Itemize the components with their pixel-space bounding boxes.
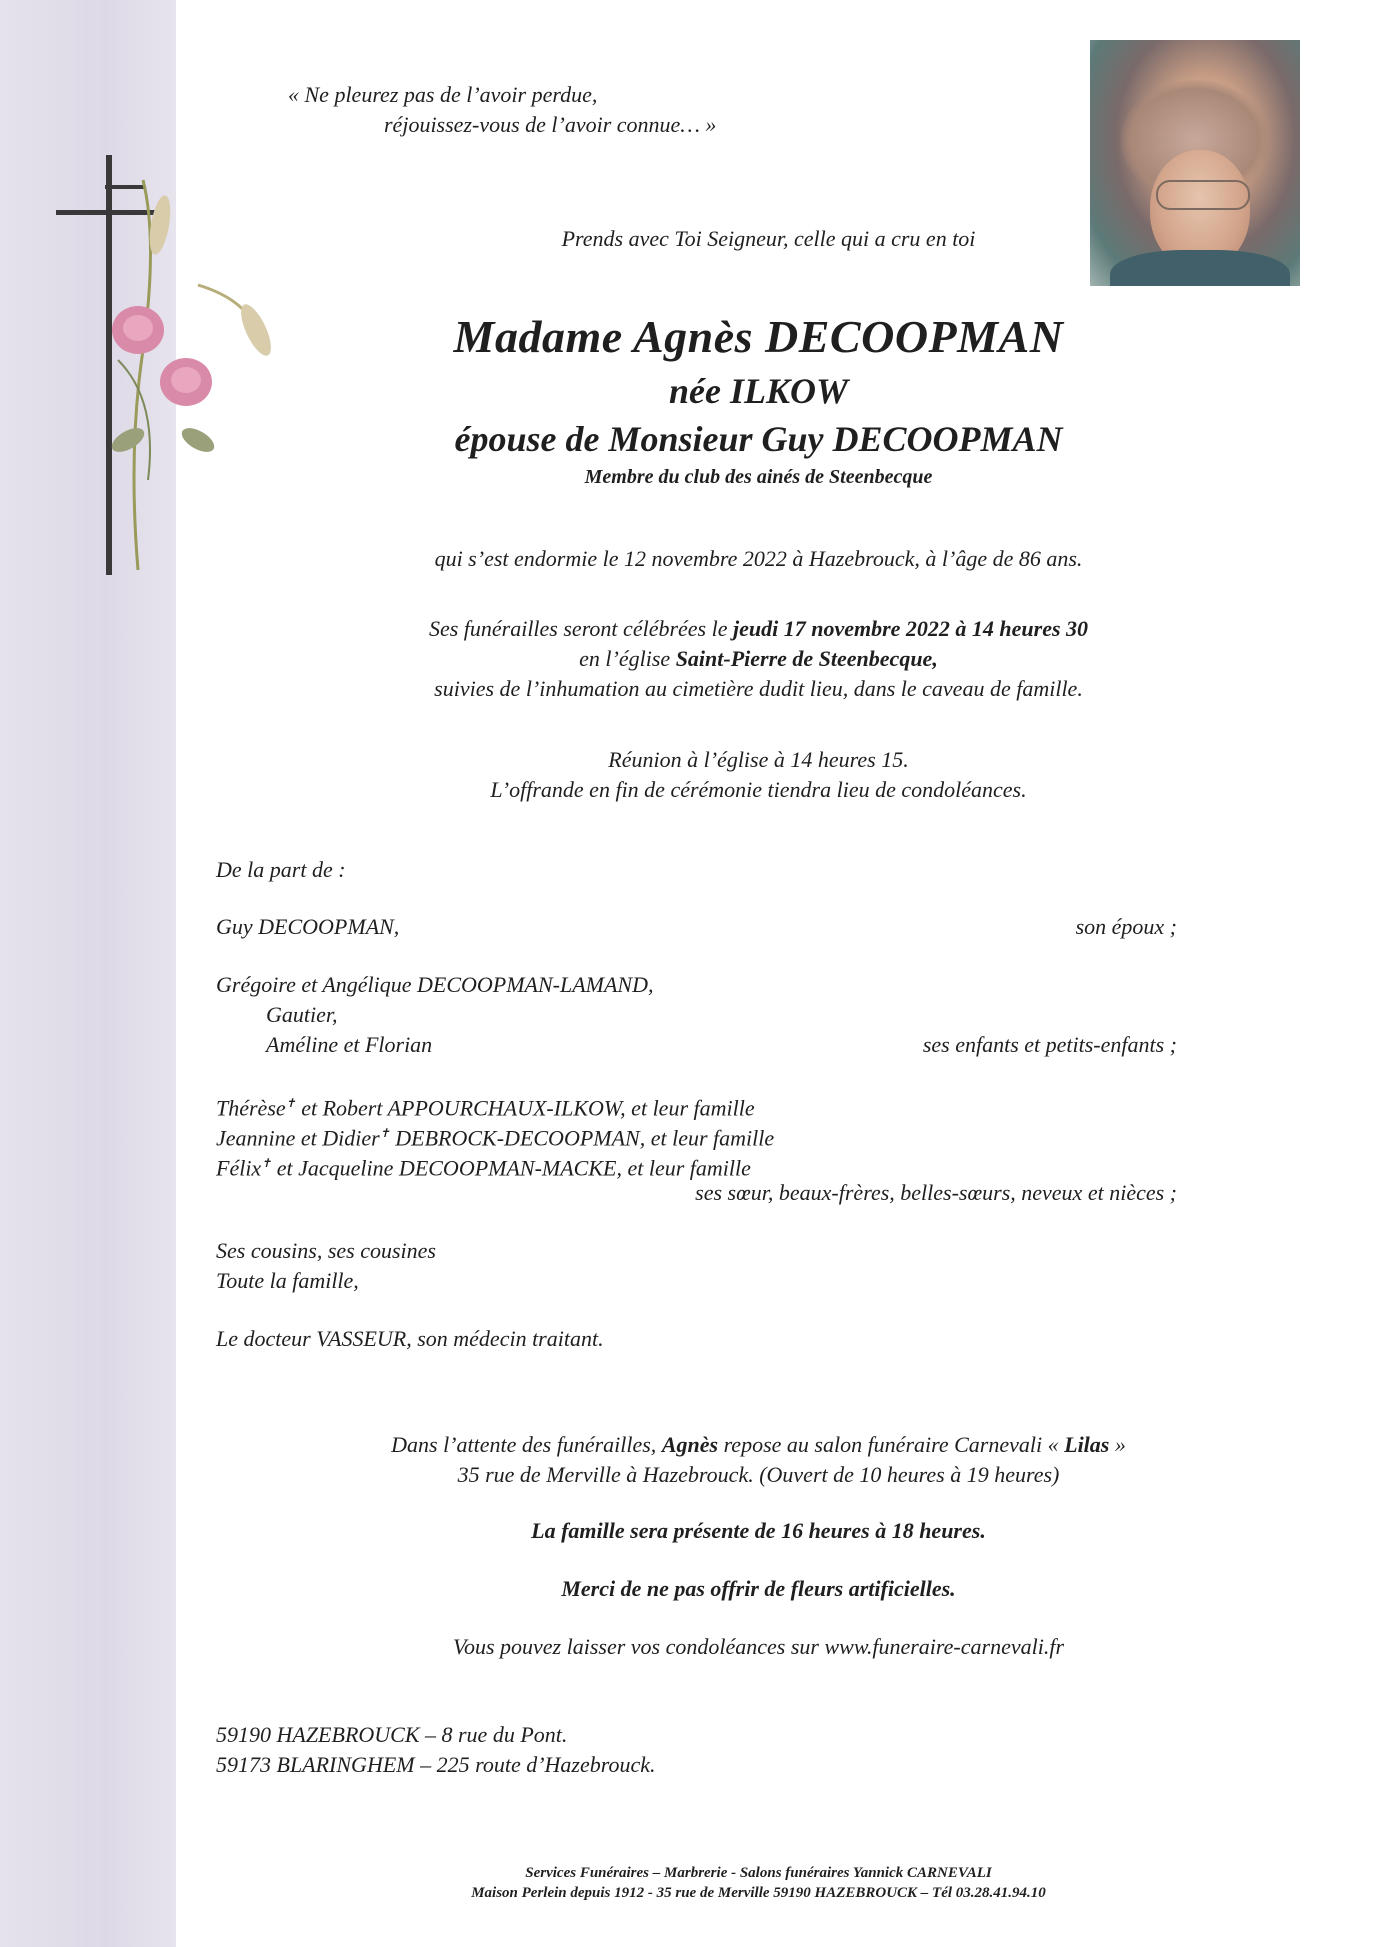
salon-line-1: Dans l’attente des funérailles, Agnès repose au salon funéraire Carnevali « Lilas » <box>391 1432 1126 1457</box>
sibling-line-3: Félix✝ et Jacqueline DECOOPMAN-MACKE, et leur famille <box>216 1155 751 1181</box>
epigraph-line-2: réjouissez-vous de l’avoir connue… » <box>384 112 717 137</box>
club-membership: Membre du club des ainés de Steenbecque <box>584 466 933 488</box>
children-line-1: Grégoire et Angélique DECOOPMAN-LAMAND, <box>216 972 654 997</box>
children-line-2: Gautier, <box>266 1002 338 1027</box>
funeral-church-line: en l’église Saint-Pierre de Steenbecque, <box>579 646 938 671</box>
footer-line-1: Services Funéraires – Marbrerie - Salons funéraires Yannick CARNEVALI <box>525 1865 992 1881</box>
burial-line: suivies de l’inhumation au cimetière dudit lieu, dans le caveau de famille. <box>434 676 1083 701</box>
spouse-name: Guy DECOOPMAN, <box>216 914 400 939</box>
reunion-line-1: Réunion à l’église à 14 heures 15. <box>608 747 909 772</box>
doctor-line: Le docteur VASSEUR, son médecin traitant. <box>216 1326 604 1351</box>
footer-line-2: Maison Perlein depuis 1912 - 35 rue de Merville 59190 HAZEBROUCK – Tél 03.28.41.94.10 <box>471 1885 1046 1901</box>
sibling-relation: ses sœur, beaux-frères, belles-sœurs, neveux et nièces ; <box>695 1180 1177 1205</box>
death-notice: qui s’est endormie le 12 novembre 2022 à Hazebrouck, à l’âge de 86 ans. <box>434 546 1083 571</box>
address-blaringhem: 59173 BLARINGHEM – 225 route d’Hazebrouck. <box>216 1752 656 1777</box>
address-hazebrouck: 59190 HAZEBROUCK – 8 rue du Pont. <box>216 1722 568 1747</box>
no-artificial-flowers: Merci de ne pas offrir de fleurs artificielles. <box>561 1576 956 1601</box>
spouse-line: épouse de Monsieur Guy DECOOPMAN <box>454 419 1063 459</box>
cousins-line: Ses cousins, ses cousines <box>216 1238 436 1263</box>
children-relation: ses enfants et petits-enfants ; <box>922 1032 1177 1057</box>
all-family-line: Toute la famille, <box>216 1268 359 1293</box>
maiden-name: née ILKOW <box>669 371 848 411</box>
funeral-date: jeudi 17 novembre 2022 à 14 heures 30 <box>732 616 1089 641</box>
sibling-line-1: Thérèse✝ et Robert APPOURCHAUX-ILKOW, et leur famille <box>216 1095 755 1121</box>
funeral-date-line: Ses funérailles seront célébrées le jeudi 17 novembre 2022 à 14 heures 30 <box>428 616 1089 641</box>
epigraph-line-1: « Ne pleurez pas de l’avoir perdue, <box>288 82 598 107</box>
cross-mark-icon: ✝ <box>285 1096 296 1110</box>
salon-line-2: 35 rue de Merville à Hazebrouck. (Ouvert de 10 heures à 19 heures) <box>457 1462 1060 1487</box>
reunion-line-2: L’offrande en fin de cérémonie tiendra lieu de condoléances. <box>490 777 1027 802</box>
spouse-relation: son époux ; <box>1075 914 1177 939</box>
children-line-3: Améline et Florian <box>266 1032 433 1057</box>
cross-mark-icon: ✝ <box>379 1126 390 1140</box>
deceased-name: Madame Agnès DECOOPMAN <box>453 311 1064 362</box>
funeral-church: Saint-Pierre de Steenbecque, <box>675 646 938 671</box>
condolences-line: Vous pouvez laisser vos condoléances sur www.funeraire-carnevali.fr <box>452 1634 1065 1659</box>
from-label: De la part de : <box>216 857 346 882</box>
prayer-text: Prends avec Toi Seigneur, celle qui a cru en toi <box>561 226 976 251</box>
family-presence: La famille sera présente de 16 heures à 18 heures. <box>531 1518 986 1543</box>
cross-mark-icon: ✝ <box>261 1156 272 1170</box>
cross-flowers-illustration <box>48 150 278 580</box>
sibling-line-2: Jeannine et Didier✝ DEBROCK-DECOOPMAN, et leur famille <box>216 1125 775 1151</box>
